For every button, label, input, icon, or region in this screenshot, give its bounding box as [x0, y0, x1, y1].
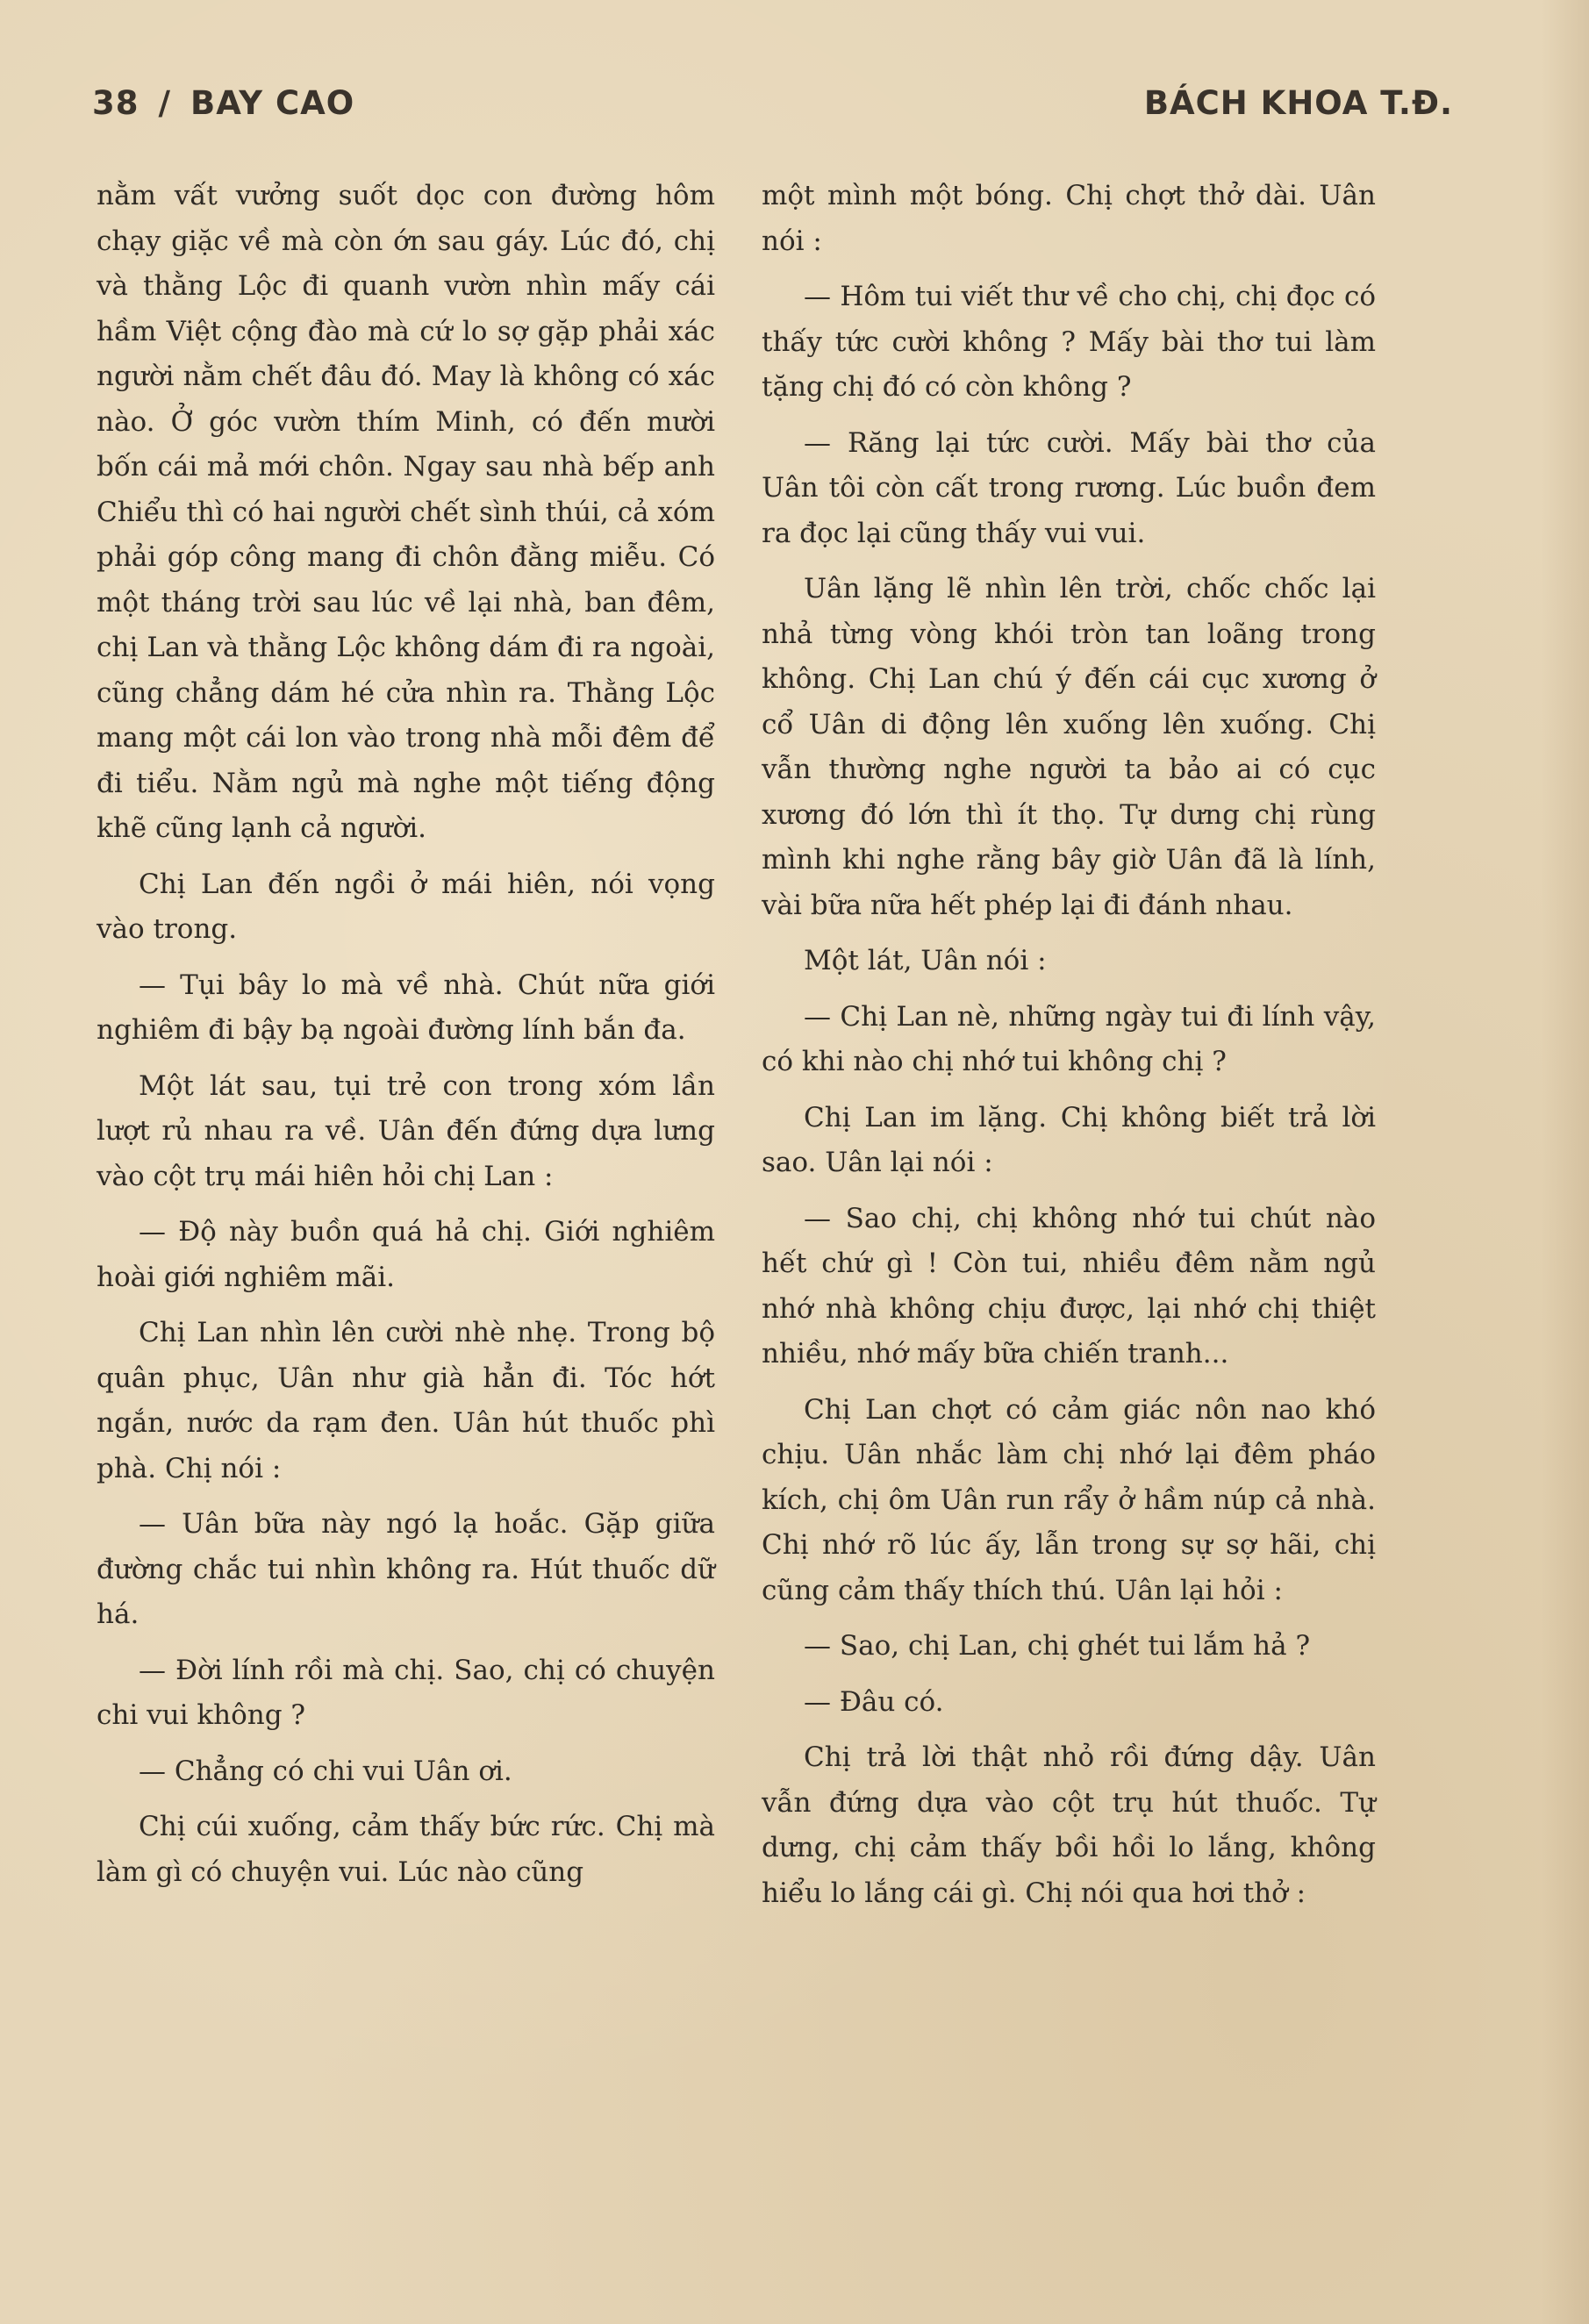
page-edge-shadow	[1541, 0, 1589, 2324]
paragraph: một mình một bóng. Chị chợt thở dài. Uân nói :	[762, 180, 1376, 257]
text-column-right	[762, 174, 1376, 1927]
paragraph: Chị Lan nhìn lên cười nhè nhẹ. Trong bộ quân phục, Uân như già hẳn đi. Tóc hớt ngắn, nước da rạm đen. Uân hút thuốc phì phà. Chị nói :	[97, 1317, 715, 1484]
paragraph: — Chẳng có chi vui Uân ơi.	[139, 1755, 512, 1787]
paragraph: — Độ này buồn quá hả chị. Giới nghiêm hoài giới nghiêm mãi.	[97, 1216, 715, 1293]
text-column-left	[97, 174, 715, 1906]
paragraph: Một lát sau, tụi trẻ con trong xóm lần lượt rủ nhau ra về. Uân đến đứng dựa lưng vào cột trụ mái hiên hỏi chị Lan :	[97, 1069, 715, 1192]
paragraph: — Uân bữa này ngó lạ hoắc. Gặp giữa đường chắc tui nhìn không ra. Hút thuốc dữ há.	[97, 1508, 715, 1630]
paragraph: — Đời lính rồi mà chị. Sao, chị có chuyện chi vui không ?	[97, 1654, 715, 1731]
page-number: 38	[92, 84, 140, 122]
header-separator: /	[158, 84, 172, 122]
paragraph: Chị Lan đến ngồi ở mái hiên, nói vọng vào trong.	[97, 868, 715, 945]
paragraph: Chị cúi xuống, cảm thấy bức rức. Chị mà làm gì có chuyện vui. Lúc nào cũng	[97, 1811, 715, 1888]
paragraph: Chị Lan chợt có cảm giác nôn nao khó chịu. Uân nhắc làm chị nhớ lại đêm pháo kích, chị ôm Uân run rẩy ở hầm núp cả nhà. Chị nhớ rõ lúc ấy, lẫn trong sự sợ hãi, chị cũng cảm thấy thích thú. Uân lại hỏi :	[762, 1393, 1376, 1606]
paragraph: — Răng lại tức cười. Mấy bài thơ của Uân tôi còn cất trong rương. Lúc buồn đem ra đọc lại cũng thấy vui vui.	[762, 426, 1376, 549]
paragraph: — Sao chị, chị không nhớ tui chút nào hết chứ gì ! Còn tui, nhiều đêm nằm ngủ nhớ nhà không chịu được, lại nhớ chị thiệt nhiều, nhớ mấy bữa chiến tranh...	[762, 1202, 1376, 1369]
paragraph: Chị Lan im lặng. Chị không biết trả lời sao. Uân lại nói :	[762, 1101, 1376, 1178]
section-title: BAY CAO	[190, 84, 355, 122]
paragraph: — Tụi bây lo mà về nhà. Chút nữa giới nghiêm đi bậy bạ ngoài đường lính bắn đa.	[97, 969, 715, 1046]
paragraph: — Hôm tui viết thư về cho chị, chị đọc có thấy tức cười không ? Mấy bài thơ tui làm tặng chị đó có còn không ?	[762, 281, 1376, 403]
paragraph: Chị trả lời thật nhỏ rồi đứng dậy. Uân vẫn đứng dựa vào cột trụ hút thuốc. Tự dưng, chị cảm thấy bồi hồi lo lắng, không hiểu lo lắng cái gì. Chị nói qua hơi thở :	[762, 1741, 1376, 1909]
paragraph: nằm vất vưởng suốt dọc con đường hôm chạy giặc về mà còn ớn sau gáy. Lúc đó, chị và thằng Lộc đi quanh vườn nhìn mấy cái hầm Việt cộng đào mà cứ lo sợ gặp phải xác người nằm chết đâu đó. May là không có xác nào. Ở góc vườn thím Minh, có đến mười bốn cái mả mới chôn. Ngay sau nhà bếp anh Chiểu thì có hai người chết sình thúi, cả xóm phải góp công mang đi chôn đằng miễu. Có một tháng trời sau lúc về lại nhà, ban đêm, chị Lan và thằng Lộc không dám đi ra ngoài, cũng chẳng dám hé cửa nhìn ra. Thằng Lộc mang một cái lon vào trong nhà mỗi đêm để đi tiểu. Nằm ngủ mà nghe một tiếng động khẽ cũng lạnh cả người.	[97, 180, 715, 844]
header-left	[92, 84, 354, 122]
paragraph: — Sao, chị Lan, chị ghét tui lắm hả ?	[804, 1630, 1311, 1662]
paragraph: — Đâu có.	[804, 1685, 944, 1718]
publication-name: BÁCH KHOA T.Đ.	[1143, 84, 1453, 122]
paragraph: — Chị Lan nè, những ngày tui đi lính vậy, có khi nào chị nhớ tui không chị ?	[762, 1000, 1376, 1077]
page-header	[92, 84, 1453, 137]
paragraph: Một lát, Uân nói :	[804, 945, 1047, 976]
paragraph: Uân lặng lẽ nhìn lên trời, chốc chốc lại nhả từng vòng khói tròn tan loãng trong không. Chị Lan chú ý đến cái cục xương ở cổ Uân di động lên xuống lên xuống. Chị vẫn thường nghe người ta bảo ai có cục xương đó lớn thì ít thọ. Tự dưng chị rùng mình khi nghe rằng bây giờ Uân đã là lính, vài bữa nữa hết phép lại đi đánh nhau.	[762, 573, 1376, 921]
